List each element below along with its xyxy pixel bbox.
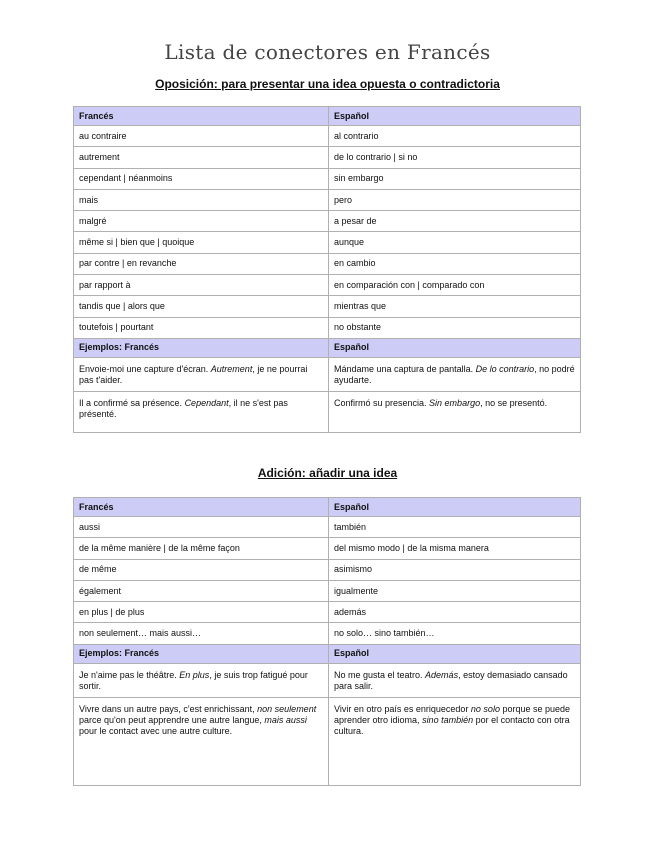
table-oposicion xyxy=(73,106,581,433)
examples-header-espanol: Español xyxy=(329,644,581,663)
table-row xyxy=(74,189,581,210)
document-title: Lista de conectores en Francés xyxy=(164,40,491,64)
table-header-row xyxy=(74,107,581,126)
cell-frances: de la même manière | de la même façon xyxy=(74,538,329,559)
example-frances: Je n'aime pas le théâtre. En plus, je suis trop fatigué pour sortir. xyxy=(74,663,329,697)
cell-espanol: en comparación con | comparado con xyxy=(329,275,581,296)
column-header-frances: Francés xyxy=(74,107,329,126)
section-heading-oposicion: Oposición: para presentar una idea opuesta o contradictoria xyxy=(155,77,500,91)
cell-espanol: aunque xyxy=(329,232,581,253)
examples-header-frances: Ejemplos: Francés xyxy=(74,644,329,663)
cell-frances: tandis que | alors que xyxy=(74,296,329,317)
table-adicion xyxy=(73,497,581,786)
cell-espanol: asimismo xyxy=(329,559,581,580)
table-row xyxy=(74,147,581,168)
examples-header-row xyxy=(74,644,581,663)
example-row xyxy=(74,663,581,697)
cell-frances: toutefois | pourtant xyxy=(74,317,329,338)
cell-espanol: en cambio xyxy=(329,253,581,274)
cell-frances: au contraire xyxy=(74,126,329,147)
table-row xyxy=(74,317,581,338)
table-row xyxy=(74,559,581,580)
example-espanol: Vivir en otro país es enriquecedor no solo porque se puede aprender otro idioma, sino también por el contacto con otra cultura. xyxy=(329,697,581,785)
examples-header-espanol: Español xyxy=(329,338,581,357)
example-frances: Vivre dans un autre pays, c'est enrichissant, non seulement parce qu'on peut apprendre une autre langue, mais aussi pour le contact avec une autre culture. xyxy=(74,697,329,785)
table-row xyxy=(74,602,581,623)
table-row xyxy=(74,275,581,296)
example-frances: Envoie-moi une capture d'écran. Autrement, je ne pourrai pas t'aider. xyxy=(74,357,329,391)
table-row xyxy=(74,296,581,317)
section-heading-adicion: Adición: añadir una idea xyxy=(257,466,398,480)
cell-espanol: del mismo modo | de la misma manera xyxy=(329,538,581,559)
column-header-frances: Francés xyxy=(74,498,329,517)
table-row xyxy=(74,580,581,601)
cell-frances: même si | bien que | quoique xyxy=(74,232,329,253)
cell-espanol: también xyxy=(329,517,581,538)
cell-espanol: pero xyxy=(329,189,581,210)
cell-frances: malgré xyxy=(74,211,329,232)
table-header-row xyxy=(74,498,581,517)
table-row xyxy=(74,253,581,274)
examples-header-row xyxy=(74,338,581,357)
table-row xyxy=(74,211,581,232)
column-header-espanol: Español xyxy=(329,498,581,517)
cell-frances: cependant | néanmoins xyxy=(74,168,329,189)
cell-espanol: igualmente xyxy=(329,580,581,601)
cell-frances: en plus | de plus xyxy=(74,602,329,623)
table-row xyxy=(74,517,581,538)
cell-frances: non seulement… mais aussi… xyxy=(74,623,329,644)
example-row xyxy=(74,357,581,391)
cell-espanol: no solo… sino también… xyxy=(329,623,581,644)
cell-espanol: a pesar de xyxy=(329,211,581,232)
example-row xyxy=(74,697,581,785)
cell-frances: par rapport à xyxy=(74,275,329,296)
example-row xyxy=(74,391,581,432)
cell-espanol: mientras que xyxy=(329,296,581,317)
cell-espanol: de lo contrario | si no xyxy=(329,147,581,168)
table-row xyxy=(74,168,581,189)
example-espanol: No me gusta el teatro. Además, estoy demasiado cansado para salir. xyxy=(329,663,581,697)
cell-espanol: no obstante xyxy=(329,317,581,338)
cell-frances: aussi xyxy=(74,517,329,538)
example-espanol: Mándame una captura de pantalla. De lo contrario, no podré ayudarte. xyxy=(329,357,581,391)
table-row xyxy=(74,538,581,559)
cell-frances: de même xyxy=(74,559,329,580)
cell-espanol: además xyxy=(329,602,581,623)
cell-frances: également xyxy=(74,580,329,601)
cell-frances: par contre | en revanche xyxy=(74,253,329,274)
example-espanol: Confirmó su presencia. Sin embargo, no se presentó. xyxy=(329,391,581,432)
cell-frances: autrement xyxy=(74,147,329,168)
table-row xyxy=(74,623,581,644)
cell-frances: mais xyxy=(74,189,329,210)
cell-espanol: al contrario xyxy=(329,126,581,147)
column-header-espanol: Español xyxy=(329,107,581,126)
cell-espanol: sin embargo xyxy=(329,168,581,189)
examples-header-frances: Ejemplos: Francés xyxy=(74,338,329,357)
table-row xyxy=(74,126,581,147)
table-row xyxy=(74,232,581,253)
example-frances: Il a confirmé sa présence. Cependant, il ne s'est pas présenté. xyxy=(74,391,329,432)
